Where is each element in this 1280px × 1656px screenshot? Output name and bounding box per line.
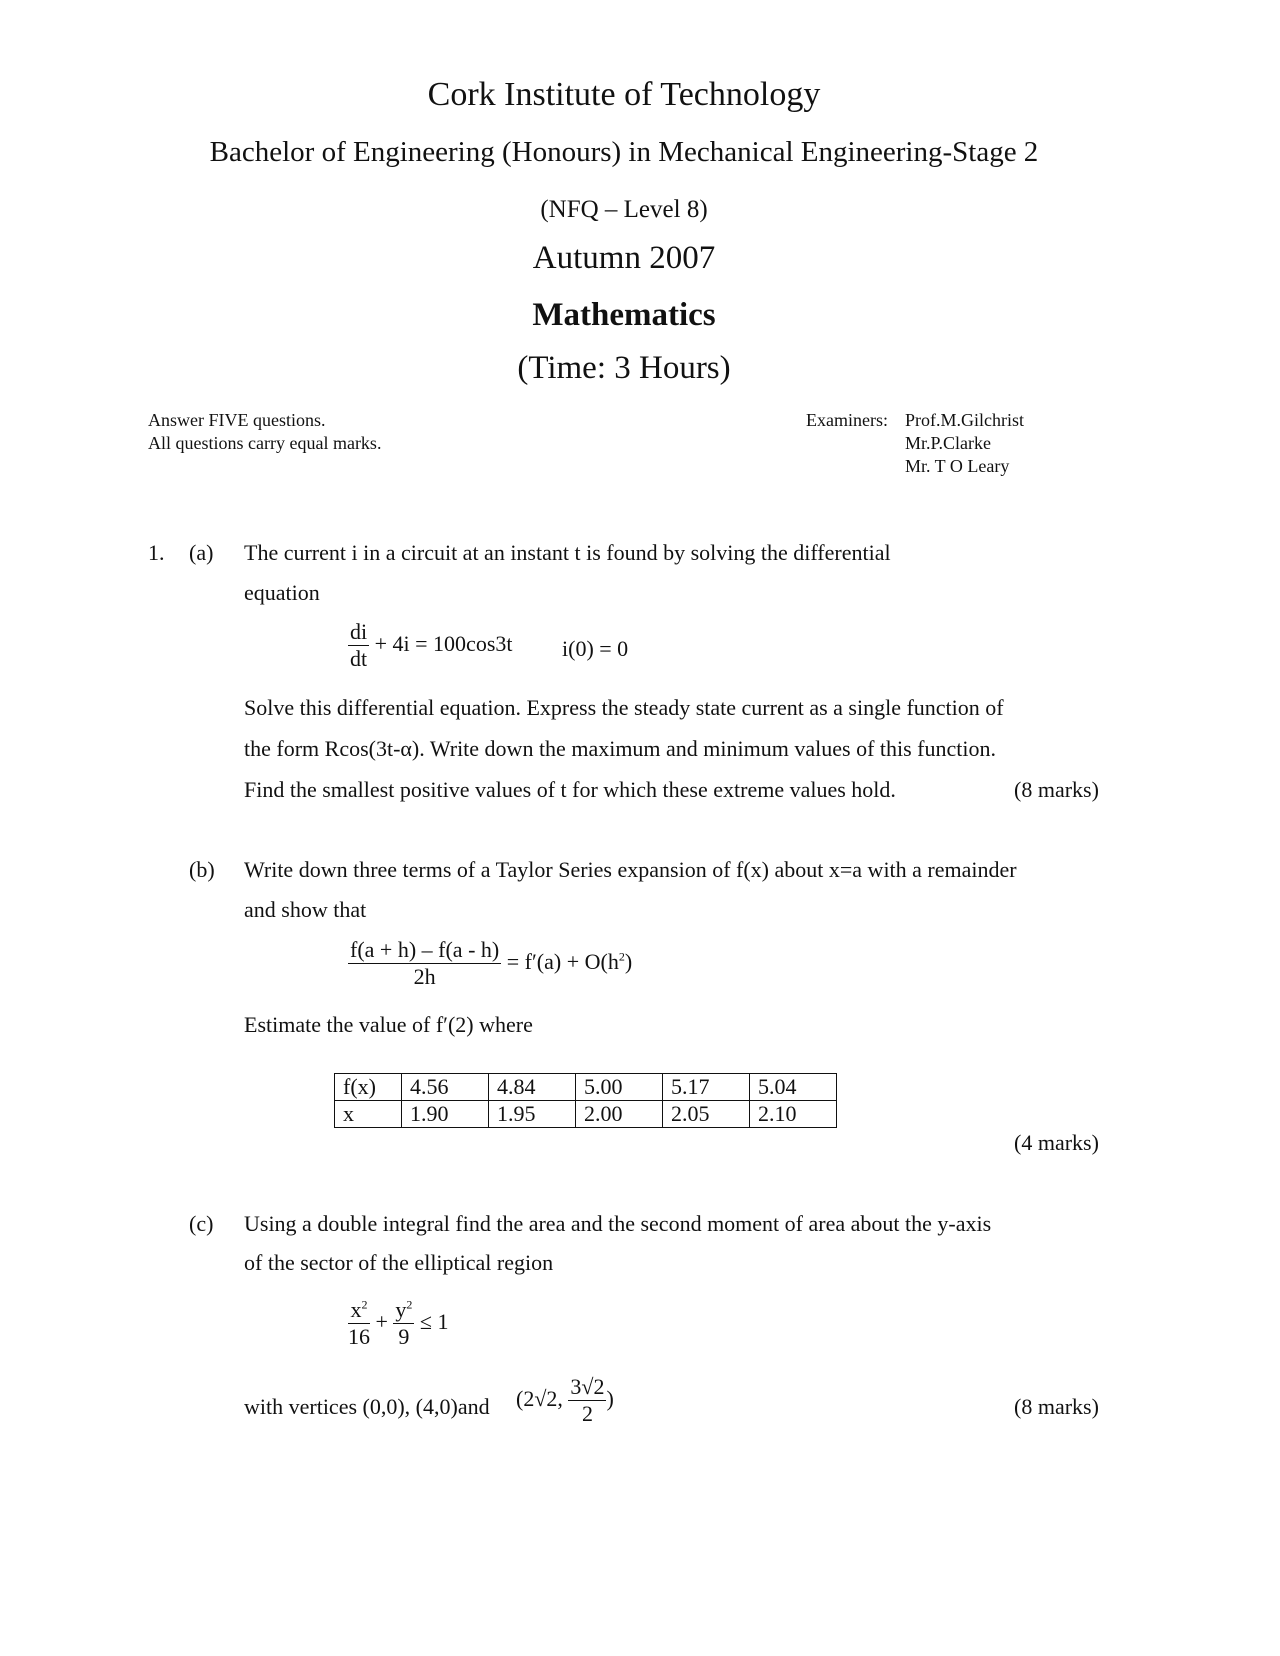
part-b-intro-line-1: Write down three terms of a Taylor Series expansion of f(x) about x=a with a remainder (244, 857, 1017, 882)
exam-term: Autumn 2007 (532, 240, 716, 276)
table-cell: 5.04 (750, 1074, 837, 1101)
y-squared-fraction (393, 1297, 414, 1351)
table-cell: 1.90 (402, 1101, 489, 1128)
part-a-marks: (8 marks) (1014, 777, 1099, 802)
table-cell: 5.17 (663, 1074, 750, 1101)
fraction-numerator: di (348, 619, 369, 646)
question-number: 1. (148, 540, 165, 565)
instructions (148, 409, 381, 455)
table-cell: f(x) (335, 1074, 402, 1101)
part-b-intro-line-2: and show that (244, 897, 367, 922)
table-cell: 2.05 (663, 1101, 750, 1128)
part-a-intro-line-1: The current i in a circuit at an instant t is found by solving the differential (244, 540, 891, 565)
examiners-list (905, 409, 1024, 478)
inequality: ≤ 1 (419, 1308, 449, 1334)
part-c-marks: (8 marks) (1014, 1394, 1099, 1419)
examiners-label: Examiners: (806, 410, 888, 430)
fraction-numerator: x (350, 1297, 362, 1322)
table-cell: 4.84 (489, 1074, 576, 1101)
part-a-text-line-1: Solve this differential equation. Express the steady state current as a single function of (244, 695, 1004, 720)
part-c-vertices-text: with vertices (0,0), (4,0)and (244, 1394, 490, 1419)
part-b-equation (348, 937, 632, 991)
vertex-expression (516, 1374, 614, 1428)
exponent: 2 (406, 1297, 413, 1312)
exam-duration: (Time: 3 Hours) (517, 350, 731, 386)
part-c-label: (c) (189, 1211, 214, 1236)
fraction-denominator: 2h (413, 964, 436, 990)
initial-condition: i(0) = 0 (562, 636, 629, 661)
exponent: 2 (361, 1297, 368, 1312)
data-table (334, 1073, 837, 1128)
equation-rhs: = f′(a) + O(h (506, 948, 619, 974)
subject-title: Mathematics (532, 297, 716, 333)
programme-title: Bachelor of Engineering (Honours) in Mechanical Engineering-Stage 2 (209, 136, 1039, 168)
table-cell: x (335, 1101, 402, 1128)
closing-paren: ) (624, 948, 633, 974)
exponent: 2 (618, 949, 625, 964)
part-a-equation (348, 619, 513, 673)
fraction-denominator: dt (350, 646, 368, 672)
fraction-denominator: 2 (581, 1401, 593, 1427)
examiner-name: Prof.M.Gilchrist (905, 410, 1024, 430)
table-cell: 4.56 (402, 1074, 489, 1101)
x-squared-fraction (348, 1297, 370, 1351)
fraction-denominator: 9 (398, 1324, 410, 1350)
part-a-text-line-2: the form Rcos(3t-α). Write down the maximum and minimum values of this function. (244, 736, 996, 761)
part-b-marks: (4 marks) (1014, 1130, 1099, 1155)
part-a-intro-line-2: equation (244, 580, 320, 605)
plus-sign: + (375, 1308, 388, 1334)
vertex-fraction (568, 1374, 606, 1428)
part-a-label: (a) (189, 540, 214, 565)
institute-name: Cork Institute of Technology (427, 76, 821, 113)
instruction-line-1: Answer FIVE questions. (148, 410, 326, 430)
fraction-numerator: 3√2 (568, 1374, 606, 1401)
equation-rhs: + 4i = 100cos3t (374, 630, 513, 656)
vertex-close: ) (606, 1385, 614, 1411)
ellipse-inequality (348, 1297, 449, 1351)
part-a-text-line-3: Find the smallest positive values of t for which these extreme values hold. (244, 777, 896, 802)
table-row (335, 1074, 837, 1101)
table-cell: 1.95 (489, 1101, 576, 1128)
derivative-fraction (348, 619, 369, 673)
table-cell: 2.10 (750, 1101, 837, 1128)
table-cell: 5.00 (576, 1074, 663, 1101)
table-row (335, 1101, 837, 1128)
part-b-label: (b) (189, 857, 215, 882)
part-c-intro-line-2: of the sector of the elliptical region (244, 1250, 554, 1275)
fraction-denominator: 16 (348, 1324, 370, 1350)
fraction-numerator: y (395, 1297, 407, 1322)
vertex-open: (2√2, (516, 1385, 563, 1411)
part-b-estimate-text: Estimate the value of f′(2) where (244, 1012, 533, 1037)
part-c-intro-line-1: Using a double integral find the area and the second moment of area about the y-axis (244, 1211, 992, 1236)
fraction-numerator: f(a + h) – f(a - h) (348, 937, 501, 964)
instruction-line-2: All questions carry equal marks. (148, 433, 382, 453)
table-cell: 2.00 (576, 1101, 663, 1128)
nfq-level: (NFQ – Level 8) (540, 196, 708, 223)
examiner-name: Mr.P.Clarke (905, 433, 992, 453)
difference-quotient-fraction (348, 937, 501, 991)
examiner-name: Mr. T O Leary (905, 456, 1010, 476)
